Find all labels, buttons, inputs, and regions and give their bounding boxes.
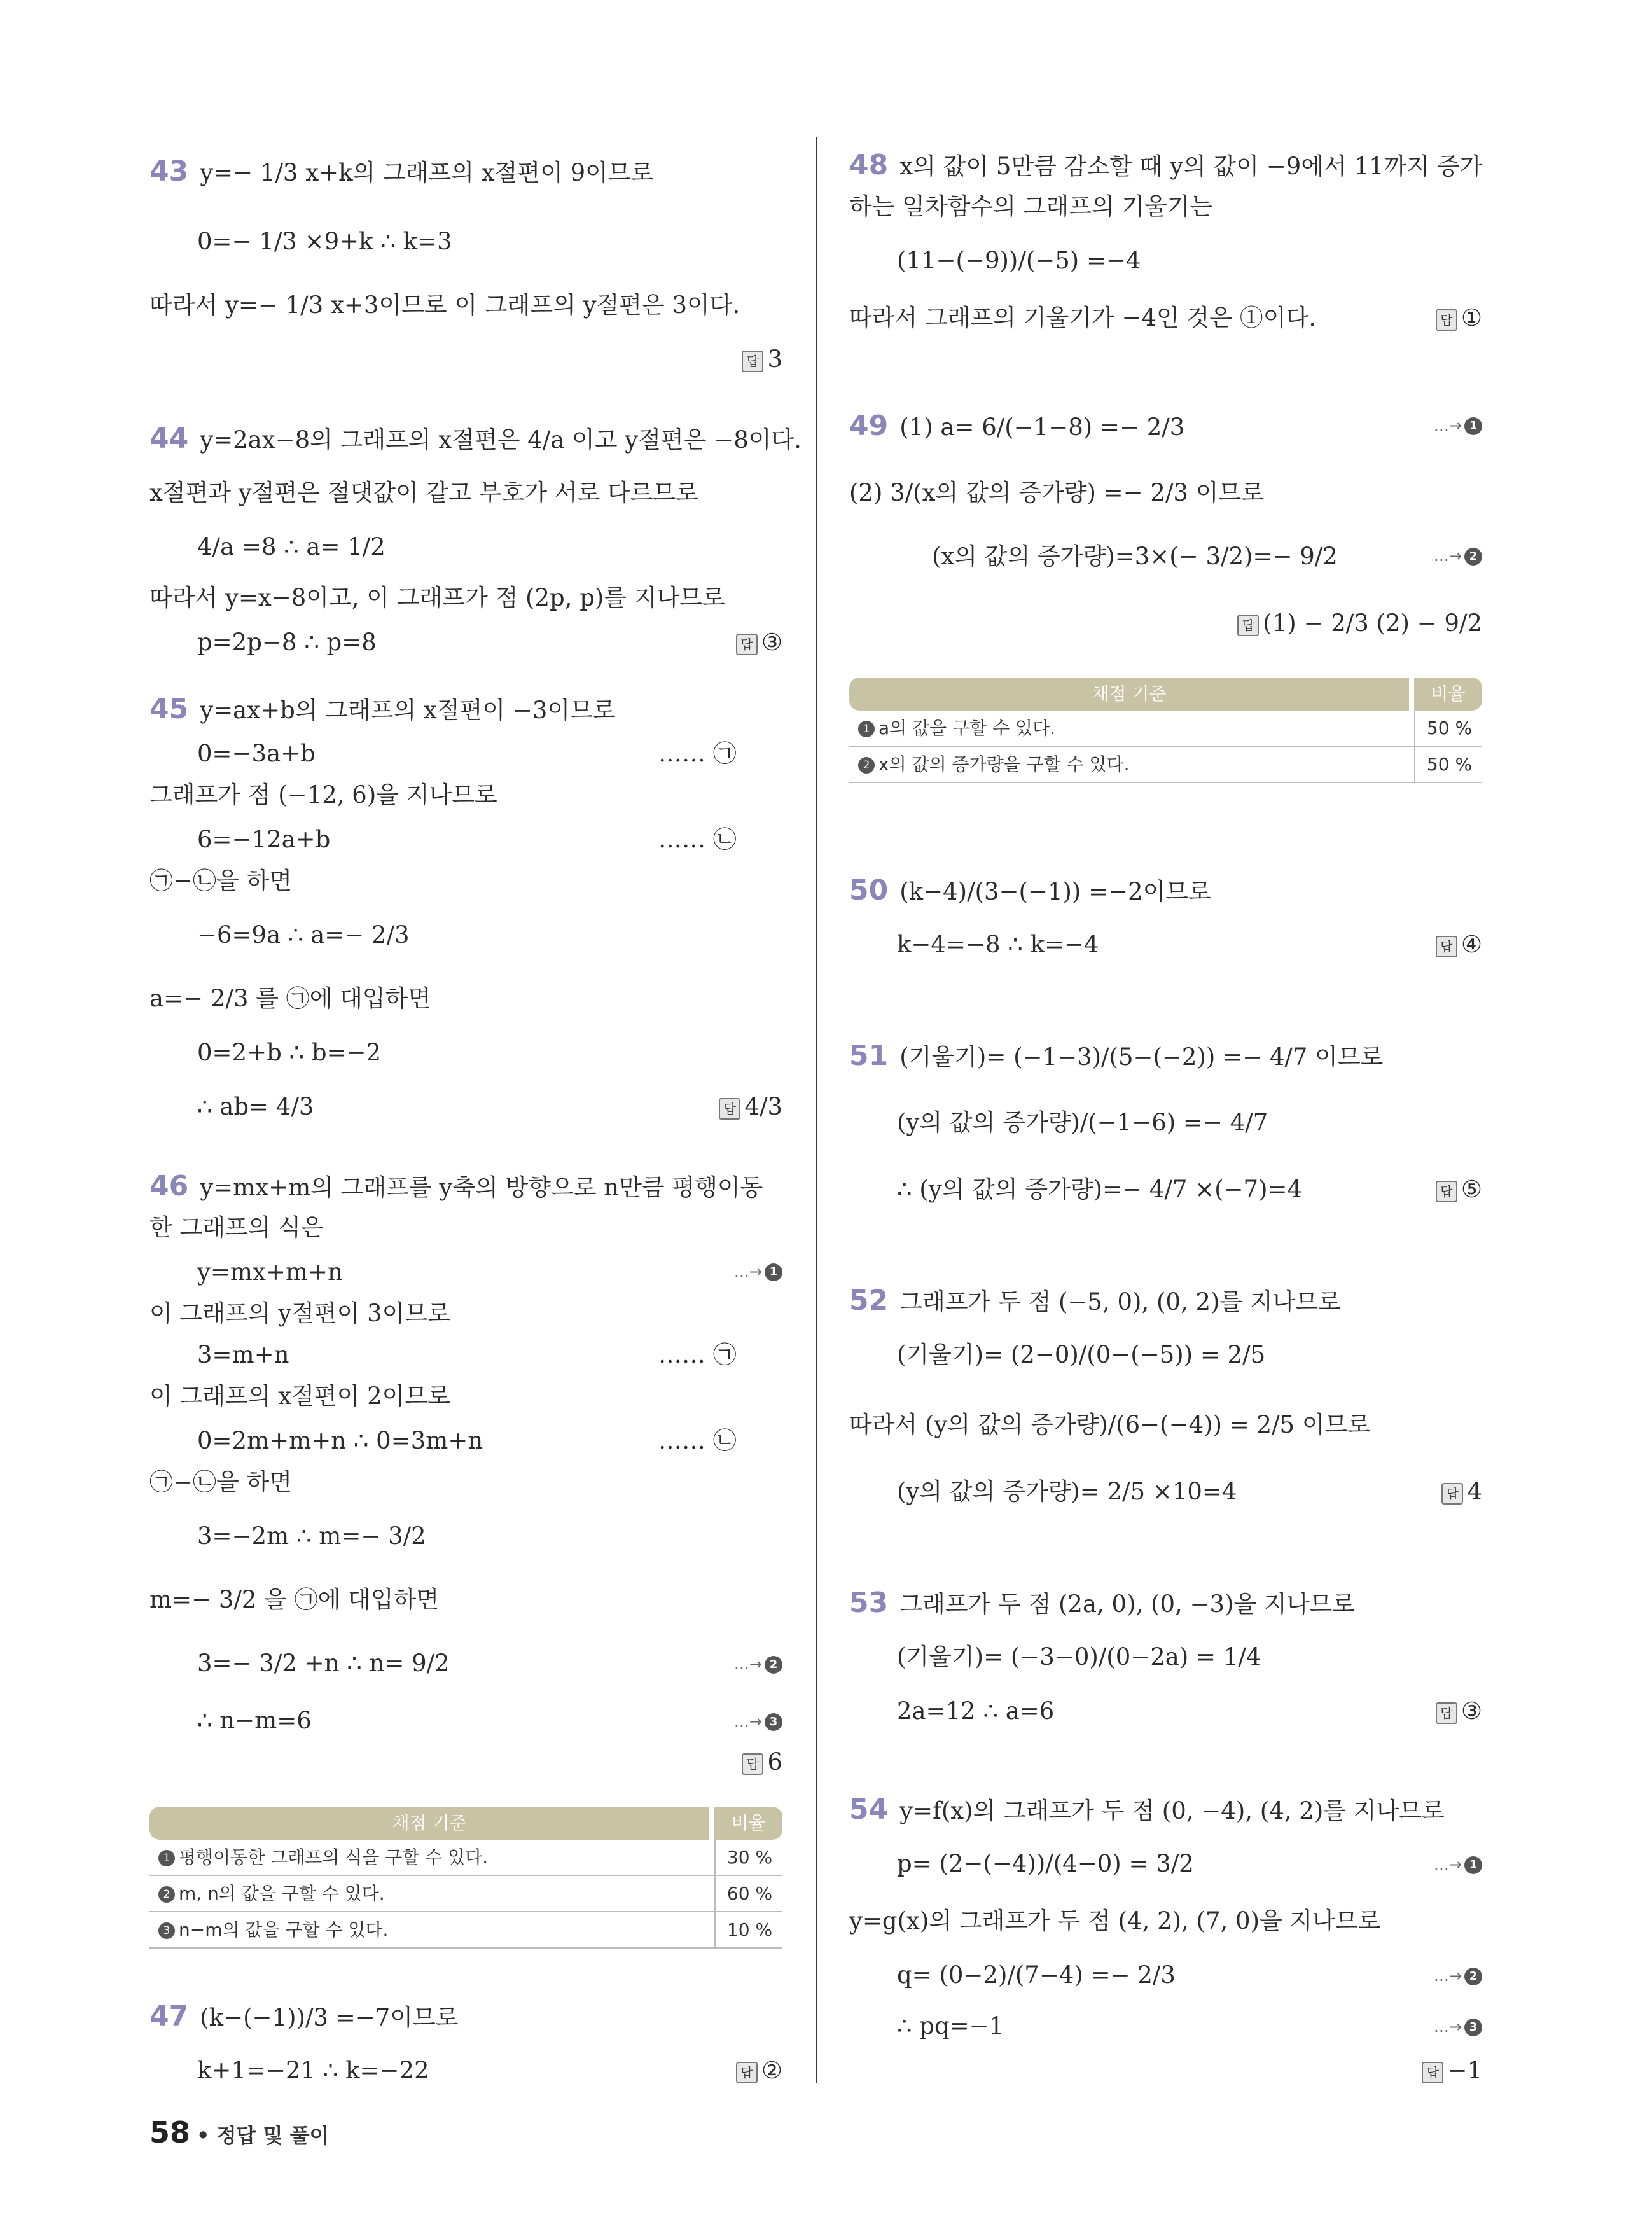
problem-53-line2: (기울기)= (−3−0)/(0−2a) = 1/4: [897, 1643, 1261, 1671]
table-row: 3 n−m의 값을 구할 수 있다. 10 %: [149, 1912, 782, 1949]
step-1: …→ 1: [734, 1263, 782, 1281]
answer-icon: 답: [742, 351, 763, 372]
answer-51: 답 ⑤: [1436, 1174, 1482, 1206]
equation-marker: …… ㉡: [658, 826, 737, 853]
problem-54-line4: q= (0−2)/(7−4) =− 2/3: [897, 1961, 1176, 1989]
page-number: 58: [149, 2115, 191, 2150]
answer-icon: 답: [1237, 615, 1259, 636]
answer-icon: 답: [1436, 309, 1457, 331]
column-divider: [816, 137, 817, 2083]
problem-45-line5: ㉠−㉡을 하면: [149, 867, 292, 894]
problem-44-line3: 4/a =8 ∴ a= 1/2: [197, 533, 385, 560]
answer-icon: 답: [1441, 1483, 1463, 1505]
answer-icon: 답: [736, 634, 758, 655]
problem-44-line1: 44 y=2ax−8의 그래프의 x절편은 4/a 이고 y절편은 −8이다.: [149, 422, 802, 455]
problem-46-line2: 한 그래프의 식은: [149, 1214, 324, 1241]
problem-46-line4: 이 그래프의 y절편이 3이므로: [149, 1300, 450, 1327]
problem-44-line5: p=2p−8 ∴ p=8: [197, 629, 377, 656]
problem-46-line9: 3=−2m ∴ m=− 3/2: [197, 1522, 426, 1550]
problem-43-line2: 0=− 1/3 ×9+k ∴ k=3: [197, 228, 452, 255]
answer-43: 답 3: [742, 344, 782, 375]
answer-icon: 답: [736, 2062, 758, 2083]
problem-43-line3: 따라서 y=− 1/3 x+3이므로 이 그래프의 y절편은 3이다.: [149, 291, 740, 319]
problem-49-line3: (x의 값의 증가량)=3×(− 3/2)=− 9/2: [932, 543, 1338, 570]
problem-46-line11: 3=− 3/2 +n ∴ n= 9/2: [197, 1650, 450, 1677]
footer-title: • 정답 및 풀이: [197, 2123, 330, 2148]
problem-47-line2: k+1=−21 ∴ k=−22: [197, 2057, 429, 2084]
problem-46-line5: 3=m+n: [197, 1341, 289, 1368]
step-2: …→ 2: [1434, 1967, 1482, 1985]
problem-44-line4: 따라서 y=x−8이고, 이 그래프가 점 (2p, p)를 지나므로: [149, 584, 725, 611]
problem-51-line1: 51 (기울기)= (−1−3)/(5−(−2)) =− 4/7 이므로: [849, 1039, 1384, 1072]
answer-48: 답 ①: [1436, 302, 1482, 334]
problem-45-line1: 45 y=ax+b의 그래프의 x절편이 −3이므로: [149, 693, 616, 725]
answer-icon: 답: [1436, 1702, 1457, 1724]
table-row: 1 평행이동한 그래프의 식을 구할 수 있다. 30 %: [149, 1840, 782, 1876]
equation-marker: …… ㉡: [658, 1427, 737, 1454]
problem-54-line5: ∴ pq=−1: [897, 2012, 1004, 2040]
answer-icon: 답: [1436, 936, 1457, 957]
problem-45-line7: a=− 2/3 를 ㉠에 대입하면: [149, 985, 431, 1012]
problem-54-line2: p= (2−(−4))/(4−0) = 3/2: [897, 1850, 1194, 1877]
step-1: …→ 1: [1434, 1856, 1482, 1874]
problem-52-line3: 따라서 (y의 값의 증가량)/(6−(−4)) = 2/5 이므로: [849, 1411, 1371, 1438]
problem-46-line12: ∴ n−m=6: [197, 1707, 312, 1734]
problem-53-line1: 53 그래프가 두 점 (2a, 0), (0, −3)을 지나므로: [849, 1587, 1355, 1619]
answer-icon: 답: [1422, 2062, 1443, 2083]
problem-45-line9: ∴ ab= 4/3: [197, 1093, 314, 1120]
answer-icon: 답: [1436, 1181, 1457, 1202]
table-header: 채점 기준 비율: [149, 1807, 782, 1840]
problem-46-line10: m=− 3/2 을 ㉠에 대입하면: [149, 1586, 440, 1613]
problem-49-line1: 49 (1) a= 6/(−1−8) =− 2/3: [849, 410, 1185, 442]
table-row: 1 a의 값을 구할 수 있다. 50 %: [849, 711, 1482, 747]
answer-45: 답 4/3: [719, 1091, 782, 1123]
table-row: 2 m, n의 값을 구할 수 있다. 60 %: [149, 1876, 782, 1912]
equation-marker: …… ㉠: [658, 1341, 737, 1368]
answer-49: 답 (1) − 2/3 (2) − 9/2: [1237, 608, 1482, 639]
step-2: …→ 2: [734, 1655, 782, 1674]
problem-54-line3: y=g(x)의 그래프가 두 점 (4, 2), (7, 0)을 지나므로: [849, 1907, 1381, 1935]
answer-47: 답 ②: [736, 2055, 782, 2087]
table-header: 채점 기준 비율: [849, 678, 1482, 711]
problem-52-line2: (기울기)= (2−0)/(0−(−5)) = 2/5: [897, 1341, 1266, 1368]
problem-52-line4: (y의 값의 증가량)= 2/5 ×10=4: [897, 1478, 1237, 1505]
problem-45-line2: 0=−3a+b: [197, 740, 316, 767]
problem-48-line2: 하는 일차함수의 그래프의 기울기는: [849, 193, 1213, 220]
problem-45-line3: 그래프가 점 (−12, 6)을 지나므로: [149, 781, 497, 809]
problem-48-line1: 48 x의 값이 5만큼 감소할 때 y의 값이 −9에서 11까지 증가: [849, 149, 1483, 181]
problem-46-line8: ㉠−㉡을 하면: [149, 1468, 292, 1496]
step-3: …→ 3: [1434, 2018, 1482, 2036]
problem-47-line1: 47 (k−(−1))/3 =−7이므로: [149, 2000, 459, 2033]
scoring-table-49: [849, 678, 1482, 783]
answer-46: 답 6: [742, 1746, 782, 1778]
scoring-table-46: [149, 1807, 782, 1949]
equation-marker: …… ㉠: [658, 740, 737, 767]
page-footer: [149, 2115, 329, 2150]
problem-45-line8: 0=2+b ∴ b=−2: [197, 1039, 382, 1066]
problem-53-line3: 2a=12 ∴ a=6: [897, 1697, 1055, 1725]
problem-45-line4: 6=−12a+b: [197, 826, 331, 853]
problem-49-line2: (2) 3/(x의 값의 증가량) =− 2/3 이므로: [849, 479, 1264, 506]
problem-54-line1: 54 y=f(x)의 그래프가 두 점 (0, −4), (4, 2)를 지나므로: [849, 1793, 1445, 1826]
answer-54: 답 −1: [1422, 2055, 1482, 2087]
problem-48-line3: (11−(−9))/(−5) =−4: [897, 247, 1141, 274]
answer-44: 답 ③: [736, 627, 782, 658]
problem-50-line1: 50 (k−4)/(3−(−1)) =−2이므로: [849, 874, 1211, 907]
problem-45-line6: −6=9a ∴ a=− 2/3: [197, 921, 410, 949]
problem-51-line2: (y의 값의 증가량)/(−1−6) =− 4/7: [897, 1109, 1268, 1136]
problem-46-line7: 0=2m+m+n ∴ 0=3m+n: [197, 1427, 483, 1454]
problem-46-line3: y=mx+m+n: [197, 1258, 343, 1286]
table-row: 2 x의 값의 증가량을 구할 수 있다. 50 %: [849, 747, 1482, 783]
problem-48-line4: 따라서 그래프의 기울기가 −4인 것은 ①이다.: [849, 304, 1316, 331]
problem-50-line2: k−4=−8 ∴ k=−4: [897, 931, 1099, 958]
problem-43-line1: 43 y=− 1/3 x+k의 그래프의 x절편이 9이므로: [149, 155, 654, 188]
answer-icon: 답: [719, 1098, 740, 1120]
problem-46-line6: 이 그래프의 x절편이 2이므로: [149, 1382, 450, 1410]
answer-53: 답 ③: [1436, 1695, 1482, 1727]
answer-icon: 답: [742, 1753, 763, 1775]
step-2: …→ 2: [1434, 547, 1482, 566]
problem-44-line2: x절편과 y절편은 절댓값이 같고 부호가 서로 다르므로: [149, 479, 698, 506]
problem-52-line1: 52 그래프가 두 점 (−5, 0), (0, 2)를 지나므로: [849, 1284, 1341, 1317]
problem-51-line3: ∴ (y의 값의 증가량)=− 4/7 ×(−7)=4: [897, 1176, 1303, 1203]
problem-46-line1: 46 y=mx+m의 그래프를 y축의 방향으로 n만큼 평행이동: [149, 1170, 763, 1202]
step-1: …→ 1: [1434, 417, 1482, 435]
step-3: …→ 3: [734, 1713, 782, 1731]
answer-52: 답 4: [1441, 1476, 1482, 1508]
problem-number: 43: [149, 155, 189, 188]
answer-50: 답 ④: [1436, 929, 1482, 961]
